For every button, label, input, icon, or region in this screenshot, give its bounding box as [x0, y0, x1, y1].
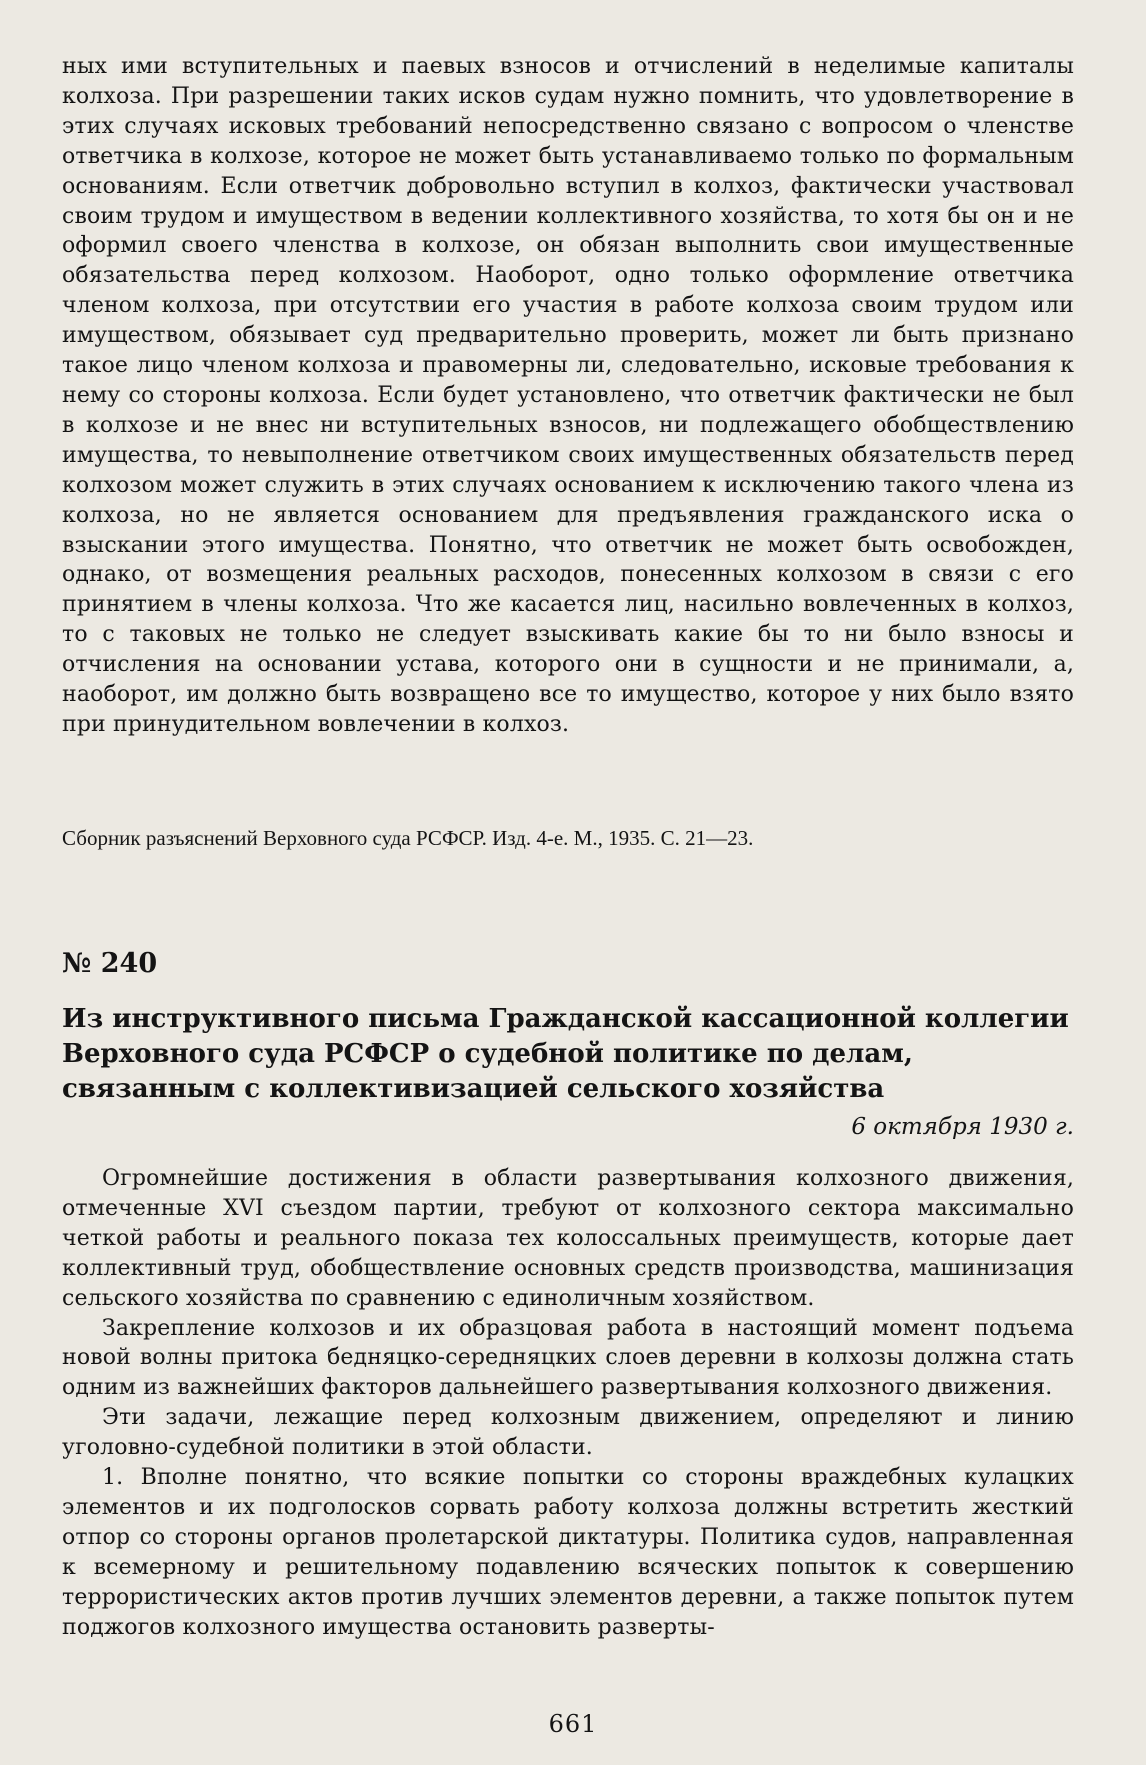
document-date: 6 октября 1930 г.: [851, 1114, 1074, 1140]
page-number: 661: [548, 1710, 598, 1738]
body-paragraph: Закрепление колхозов и их образцовая работа в настоящий момент подъема новой волны притока бедняцко-середняцких слоев деревни в колхозы должна стать одним из важнейших факторов дальнейшего развертывания колхозного движения.: [62, 1315, 1074, 1401]
document-title: Из инструктивного письма Гражданской кассационной коллегии Верховного суда РСФСР о судебной политике по делам, связанным с коллективизацией сельского хозяйства: [62, 1004, 1069, 1104]
document-body: [62, 1164, 1074, 1643]
continuation-paragraph: ных ими вступительных и паевых взносов и отчислений в неделимые капиталы колхоза. При разрешении таких исков судам нужно помнить, что удовлетворение в этих случаях исковых требований непосредственно связано с вопросом о членстве ответчика в колхозе, которое не может быть устанавливаемо только по формальным основаниям. Если ответчик добровольно вступил в колхоз, фактически участвовал своим трудом и имуществом в ведении коллективного хозяйства, то хотя бы он и не оформил своего членства в колхозе, он обязан выполнить свои имущественные обязательства перед колхозом. Наоборот, одно только оформление ответчика членом колхоза, при отсутствии его участия в работе колхоза своим трудом или имуществом, обязывает суд предварительно проверить, может ли быть признано такое лицо членом колхоза и правомерны ли, следовательно, исковые требования к нему со стороны колхоза. Если будет установлено, что ответчик фактически не был в колхозе и не внес ни вступительных взносов, ни подлежащего обобществлению имущества, то невыполнение ответчиком своих имущественных обязательств перед колхозом может служить в этих случаях основанием к исключению такого члена из колхоза, но не является основанием для предъявления гражданского иска о взыскании этого имущества. Понятно, что ответчик не может быть освобожден, однако, от возмещения реальных расходов, понесенных колхозом в связи с его принятием в члены колхоза. Что же касается лиц, насильно вовлеченных в колхоз, то с таковых не только не следует взыскивать какие бы то ни было взносы и отчисления на основании устава, которого они в сущности и не принимали, а, наоборот, им должно быть возвращено все то имущество, которое у них было взято при принудительном вовлечении в колхоз.: [62, 54, 1074, 737]
body-paragraph: Огромнейшие достижения в области развертывания колхозного движения, отмеченные XVI съездом партии, требуют от колхозного сектора максимально четкой работы и реального показа тех колоссальных преимуществ, которые дает коллективный труд, обобществление основных средств производства, машинизация сельского хозяйства по сравнению с единоличным хозяйством.: [62, 1166, 1074, 1311]
body-paragraph: 1. Вполне понятно, что всякие попытки со стороны враждебных кулацких элементов и их подголосков сорвать работу колхоза должны встретить жесткий отпор со стороны органов пролетарской диктатуры. Политика судов, направленная к всемерному и решительному подавлению всяческих попыток к совершению террористических актов против лучших элементов деревни, а также попыток путем поджогов колхозного имущества остановить разверты-: [62, 1465, 1074, 1640]
document-number: № 240: [62, 948, 158, 979]
source-citation: Сборник разъяснений Верховного суда РСФСР. Изд. 4-е. М., 1935. С. 21—23.: [62, 826, 754, 850]
page-content: [62, 52, 1074, 1640]
body-paragraph: Эти задачи, лежащие перед колхозным движением, определяют и линию уголовно-судебной политики в этой области.: [62, 1405, 1074, 1461]
